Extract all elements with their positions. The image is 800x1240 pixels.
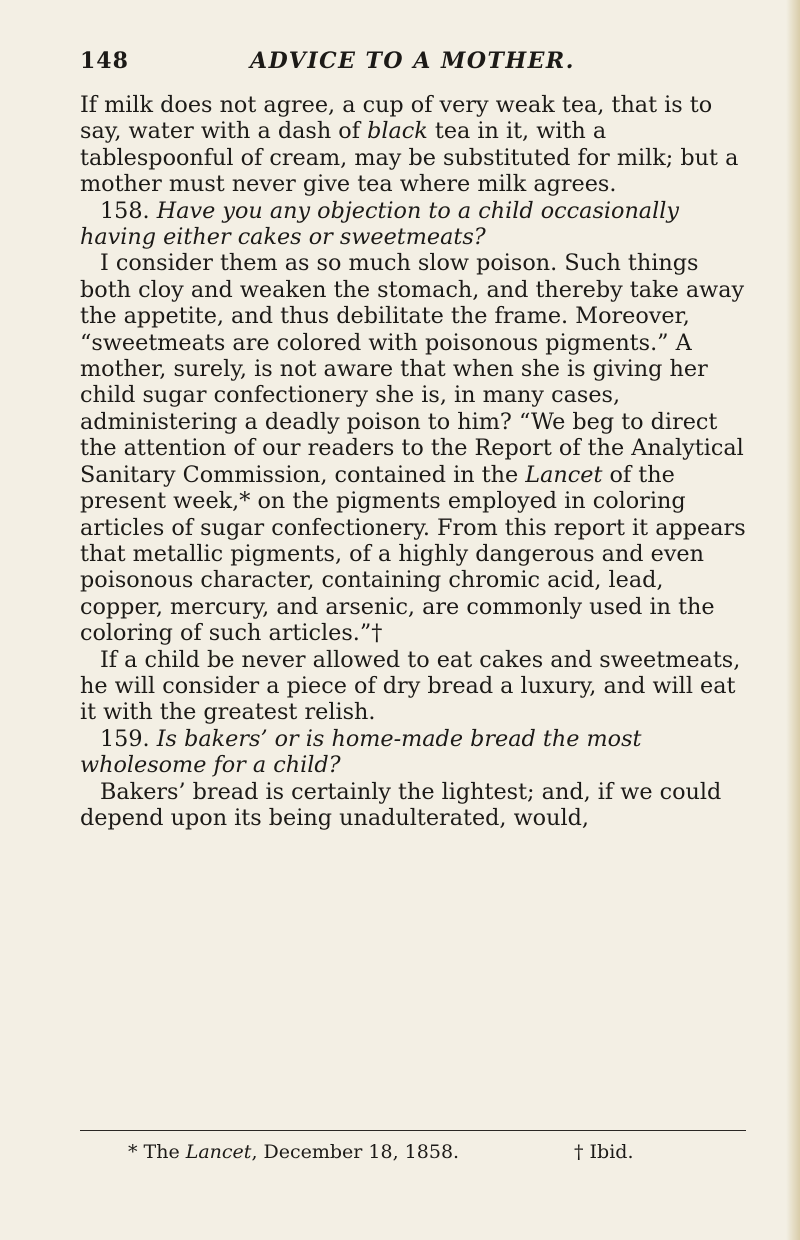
footnote-2: † Ibid.: [574, 1141, 634, 1163]
question-159: [80, 726, 746, 779]
paragraph-milk: [80, 92, 746, 198]
emphasis-lancet: Lancet: [525, 461, 603, 488]
question-text: Is bakers’ or is home-made bread the most wholesome for a child?: [80, 725, 642, 779]
answer-158-continued: [80, 647, 746, 726]
answer-text: I consider them as so much slow poison. Such things both cloy and weaken the stomach, and thereby take away the appetite, and thus debilitate the frame. Moreover, “sweetmeats are colored with poisonous pigments.” A mother, surely, is not aware that when she is giving her child sugar confectionery she is, in many cases, administering a deadly poison to him? “We beg to direct the attention of our readers to the Report of the Analytical Sanitary Commission, contained in the: [80, 250, 745, 488]
page-body: [80, 92, 746, 831]
answer-158: [80, 250, 746, 646]
footnote-date: , December 18, 1858.: [251, 1141, 460, 1163]
page-number: 148: [80, 48, 129, 74]
footnote-marker: * The: [128, 1141, 186, 1163]
footnote-1: [128, 1140, 459, 1164]
answer-text: Bakers’ bread is certainly the lightest; and, if we could depend upon its being unadulterated, would,: [80, 778, 722, 831]
page-edge-shading: [786, 0, 800, 1240]
emphasis-black: black: [367, 118, 428, 145]
footnote-source: Lancet: [185, 1141, 252, 1163]
question-158: [80, 198, 746, 251]
paragraph-text-rest: tea in it, with a tablespoonful of cream, may be substituted for milk; but a mother must never give tea where milk agrees.: [80, 118, 739, 198]
question-number: 159.: [100, 725, 150, 752]
page-header: [80, 48, 750, 84]
answer-text: If a child be never allowed to eat cakes and sweetmeats, he will consider a piece of dry bread a luxury, and will eat it with the greatest relish.: [80, 646, 741, 726]
footnote-rule: [80, 1130, 746, 1131]
answer-text-rest: of the present week,* on the pigments employed in coloring articles of sugar confectionery. From this report it appears that metallic pigments, of a highly dangerous and even poisonous character, containing chromic acid, lead, copper, mercury, and arsenic, are commonly used in the coloring of such articles.”†: [80, 461, 746, 647]
paragraph-text: If milk does not agree, a cup of very weak tea, that is to say, water with a dash of: [80, 92, 713, 145]
running-title: ADVICE TO A MOTHER.: [250, 48, 575, 74]
question-number: 158.: [100, 197, 150, 224]
question-text: Have you any objection to a child occasionally having either cakes or sweetmeats?: [80, 197, 679, 251]
answer-159: [80, 779, 746, 832]
